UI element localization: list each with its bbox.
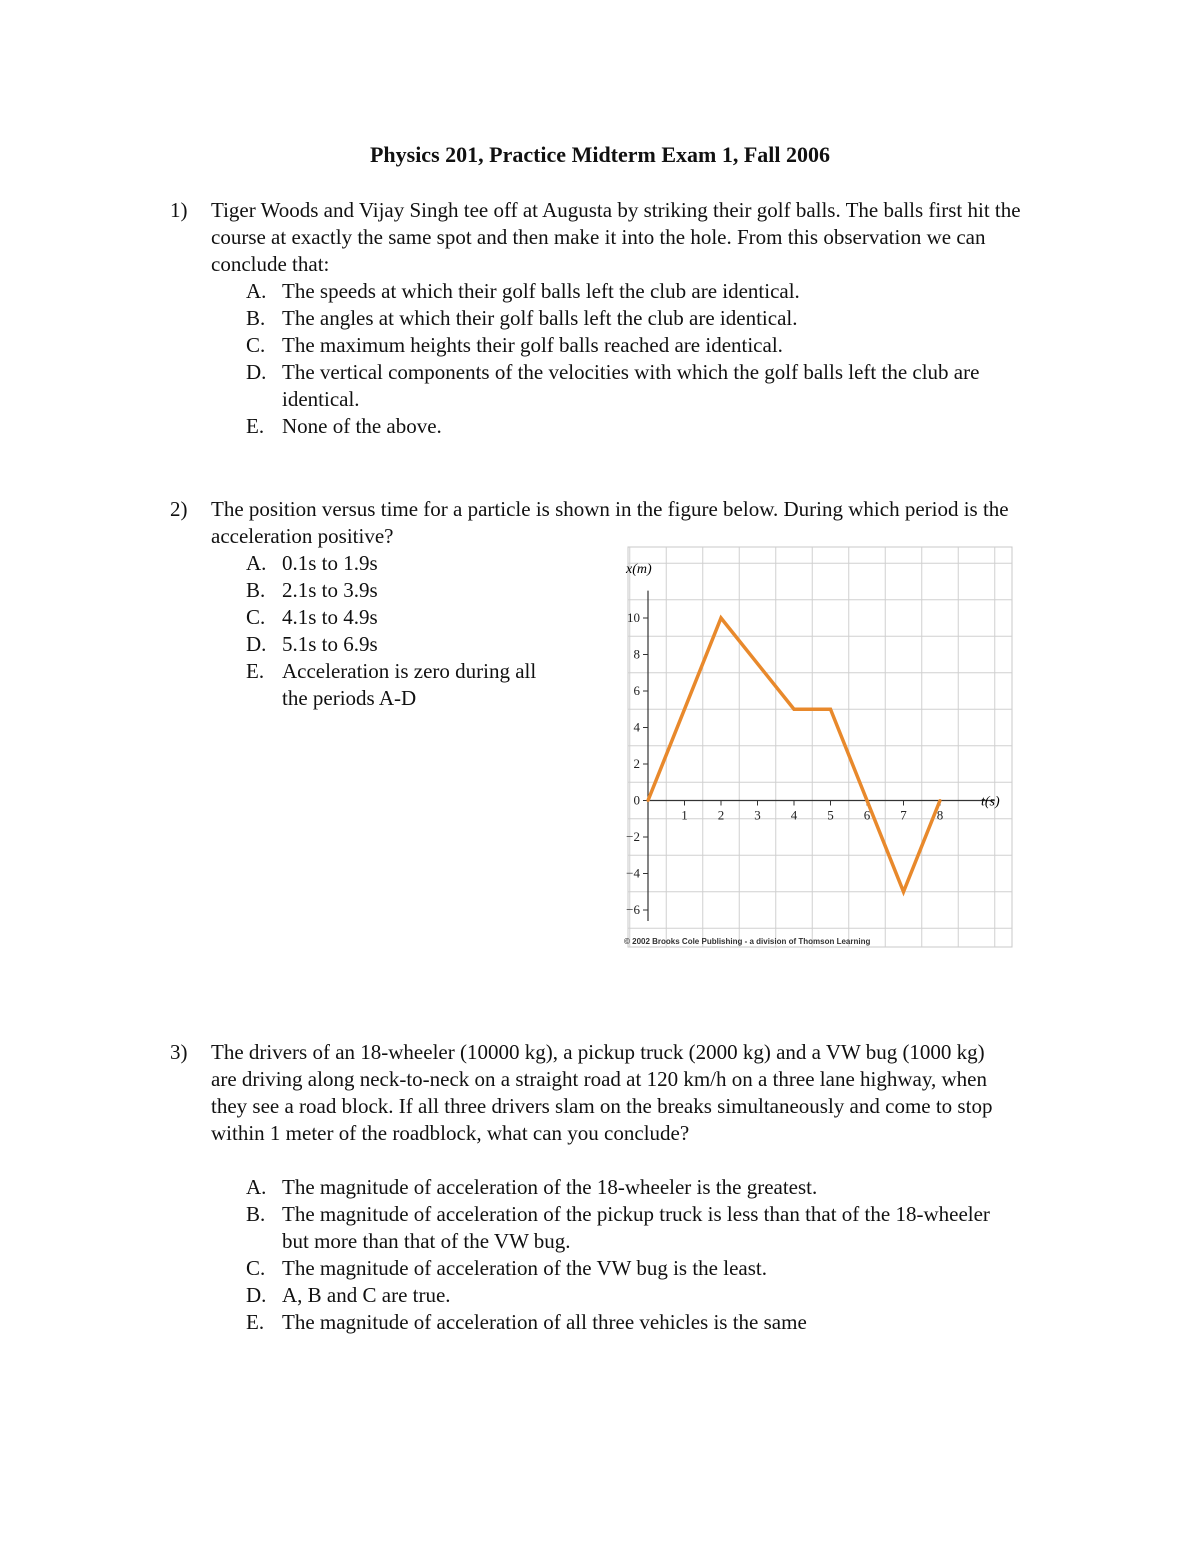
- series-line-position: [648, 618, 940, 892]
- x-tick-label: 8: [936, 807, 944, 823]
- option-letter: B.: [246, 1202, 266, 1226]
- option-letter: E.: [246, 1310, 265, 1334]
- x-tick-label: 7: [900, 807, 907, 823]
- option-letter: D.: [246, 632, 267, 656]
- series-point: [720, 617, 723, 620]
- series-point: [939, 799, 942, 802]
- chart-credit: © 2002 Brooks Cole Publishing - a division of Thomson Learning: [624, 937, 871, 946]
- option-letter: D.: [246, 360, 267, 384]
- option-letter: A.: [246, 279, 267, 303]
- y-tick-label: 6: [633, 683, 640, 698]
- y-tick-label: 2: [633, 756, 640, 771]
- option-letter: A.: [246, 1175, 267, 1199]
- option-text: 0.1s to 1.9s: [282, 551, 378, 575]
- y-axis-label: x(m): [626, 562, 652, 577]
- x-tick-label: 5: [827, 807, 834, 823]
- option-text: The angles at which their golf balls left the club are identical.: [282, 306, 798, 330]
- option-text: The maximum heights their golf balls reached are identical.: [282, 333, 783, 357]
- option-letter: C.: [246, 605, 266, 629]
- chart-frame: [628, 547, 1012, 947]
- option-text: The speeds at which their golf balls left the club are identical.: [282, 279, 800, 303]
- series-point: [647, 799, 650, 802]
- chart-series: [647, 617, 942, 894]
- y-tick-label: 10: [627, 610, 640, 625]
- option-text: 5.1s to 6.9s: [282, 632, 378, 656]
- option-text: The vertical components of the velocities with which the golf balls left the club are identical.: [282, 360, 980, 411]
- option-letter: B.: [246, 578, 266, 602]
- option-letter: E.: [246, 659, 265, 683]
- option-letter: E.: [246, 414, 265, 438]
- question-text: The position versus time for a particle is shown in the figure below. During which period is the acceleration positive?: [211, 497, 1009, 548]
- option-letter: D.: [246, 1283, 267, 1307]
- page-title: Physics 201, Practice Midterm Exam 1, Fall 2006: [369, 142, 831, 167]
- option-text: The magnitude of acceleration of the 18-wheeler is the greatest.: [282, 1175, 818, 1199]
- x-tick-label: 2: [717, 807, 725, 823]
- y-tick-label: 4: [633, 719, 640, 735]
- y-tick-label: −4: [626, 865, 640, 881]
- option-text: 2.1s to 3.9s: [282, 578, 378, 602]
- x-tick-label: 4: [790, 807, 798, 823]
- y-tick-label: −6: [626, 902, 640, 917]
- x-axis-label: t(s): [981, 794, 1000, 810]
- series-point: [866, 799, 869, 802]
- option-letter: B.: [246, 306, 266, 330]
- question-text: The drivers of an 18-wheeler (10000 kg), a pickup truck (2000 kg) and a VW bug (1000 kg) are driving along neck-to-neck on a straight road at 120 km/h on a three lane highway, when they see a road block. If all three drivers slam on the breaks simultaneously and come to stop within 1 meter of the roadblock, what can you conclude?: [211, 1040, 993, 1145]
- option-text: The magnitude of acceleration of the VW bug is the least.: [282, 1256, 767, 1280]
- option-letter: A.: [246, 551, 267, 575]
- chart-grid: [628, 547, 1012, 947]
- x-tick-label: 1: [681, 807, 688, 823]
- x-tick-label: 6: [863, 807, 871, 823]
- position-time-chart: [620, 543, 1020, 953]
- series-point: [829, 708, 832, 711]
- x-tick-label: 3: [754, 807, 761, 823]
- y-tick-label: 8: [633, 646, 640, 662]
- option-text: 4.1s to 4.9s: [282, 605, 378, 629]
- option-text: The magnitude of acceleration of the pickup truck is less than that of the 18-wheeler but more than that of the VW bug.: [282, 1202, 990, 1253]
- chart-axes: [648, 591, 995, 921]
- series-point: [902, 890, 905, 893]
- option-letter: C.: [246, 1256, 266, 1280]
- y-tick-label: 0: [633, 792, 640, 808]
- option-text: None of the above.: [282, 414, 442, 438]
- option-letter: C.: [246, 333, 266, 357]
- question-text: Tiger Woods and Vijay Singh tee off at Augusta by striking their golf balls. The balls first hit the course at exactly the same spot and then make it into the hole. From this observation we can conclude that:: [211, 198, 1021, 276]
- y-tick-label: −2: [626, 829, 640, 844]
- option-text: A, B and C are true.: [282, 1283, 451, 1307]
- option-text: Acceleration is zero during all the periods A-D: [282, 659, 537, 710]
- question-number: 3): [170, 1040, 188, 1064]
- option-text: The magnitude of acceleration of all three vehicles is the same: [282, 1310, 807, 1334]
- question-number: 2): [170, 497, 188, 521]
- series-point: [793, 708, 796, 711]
- question-number: 1): [170, 198, 188, 222]
